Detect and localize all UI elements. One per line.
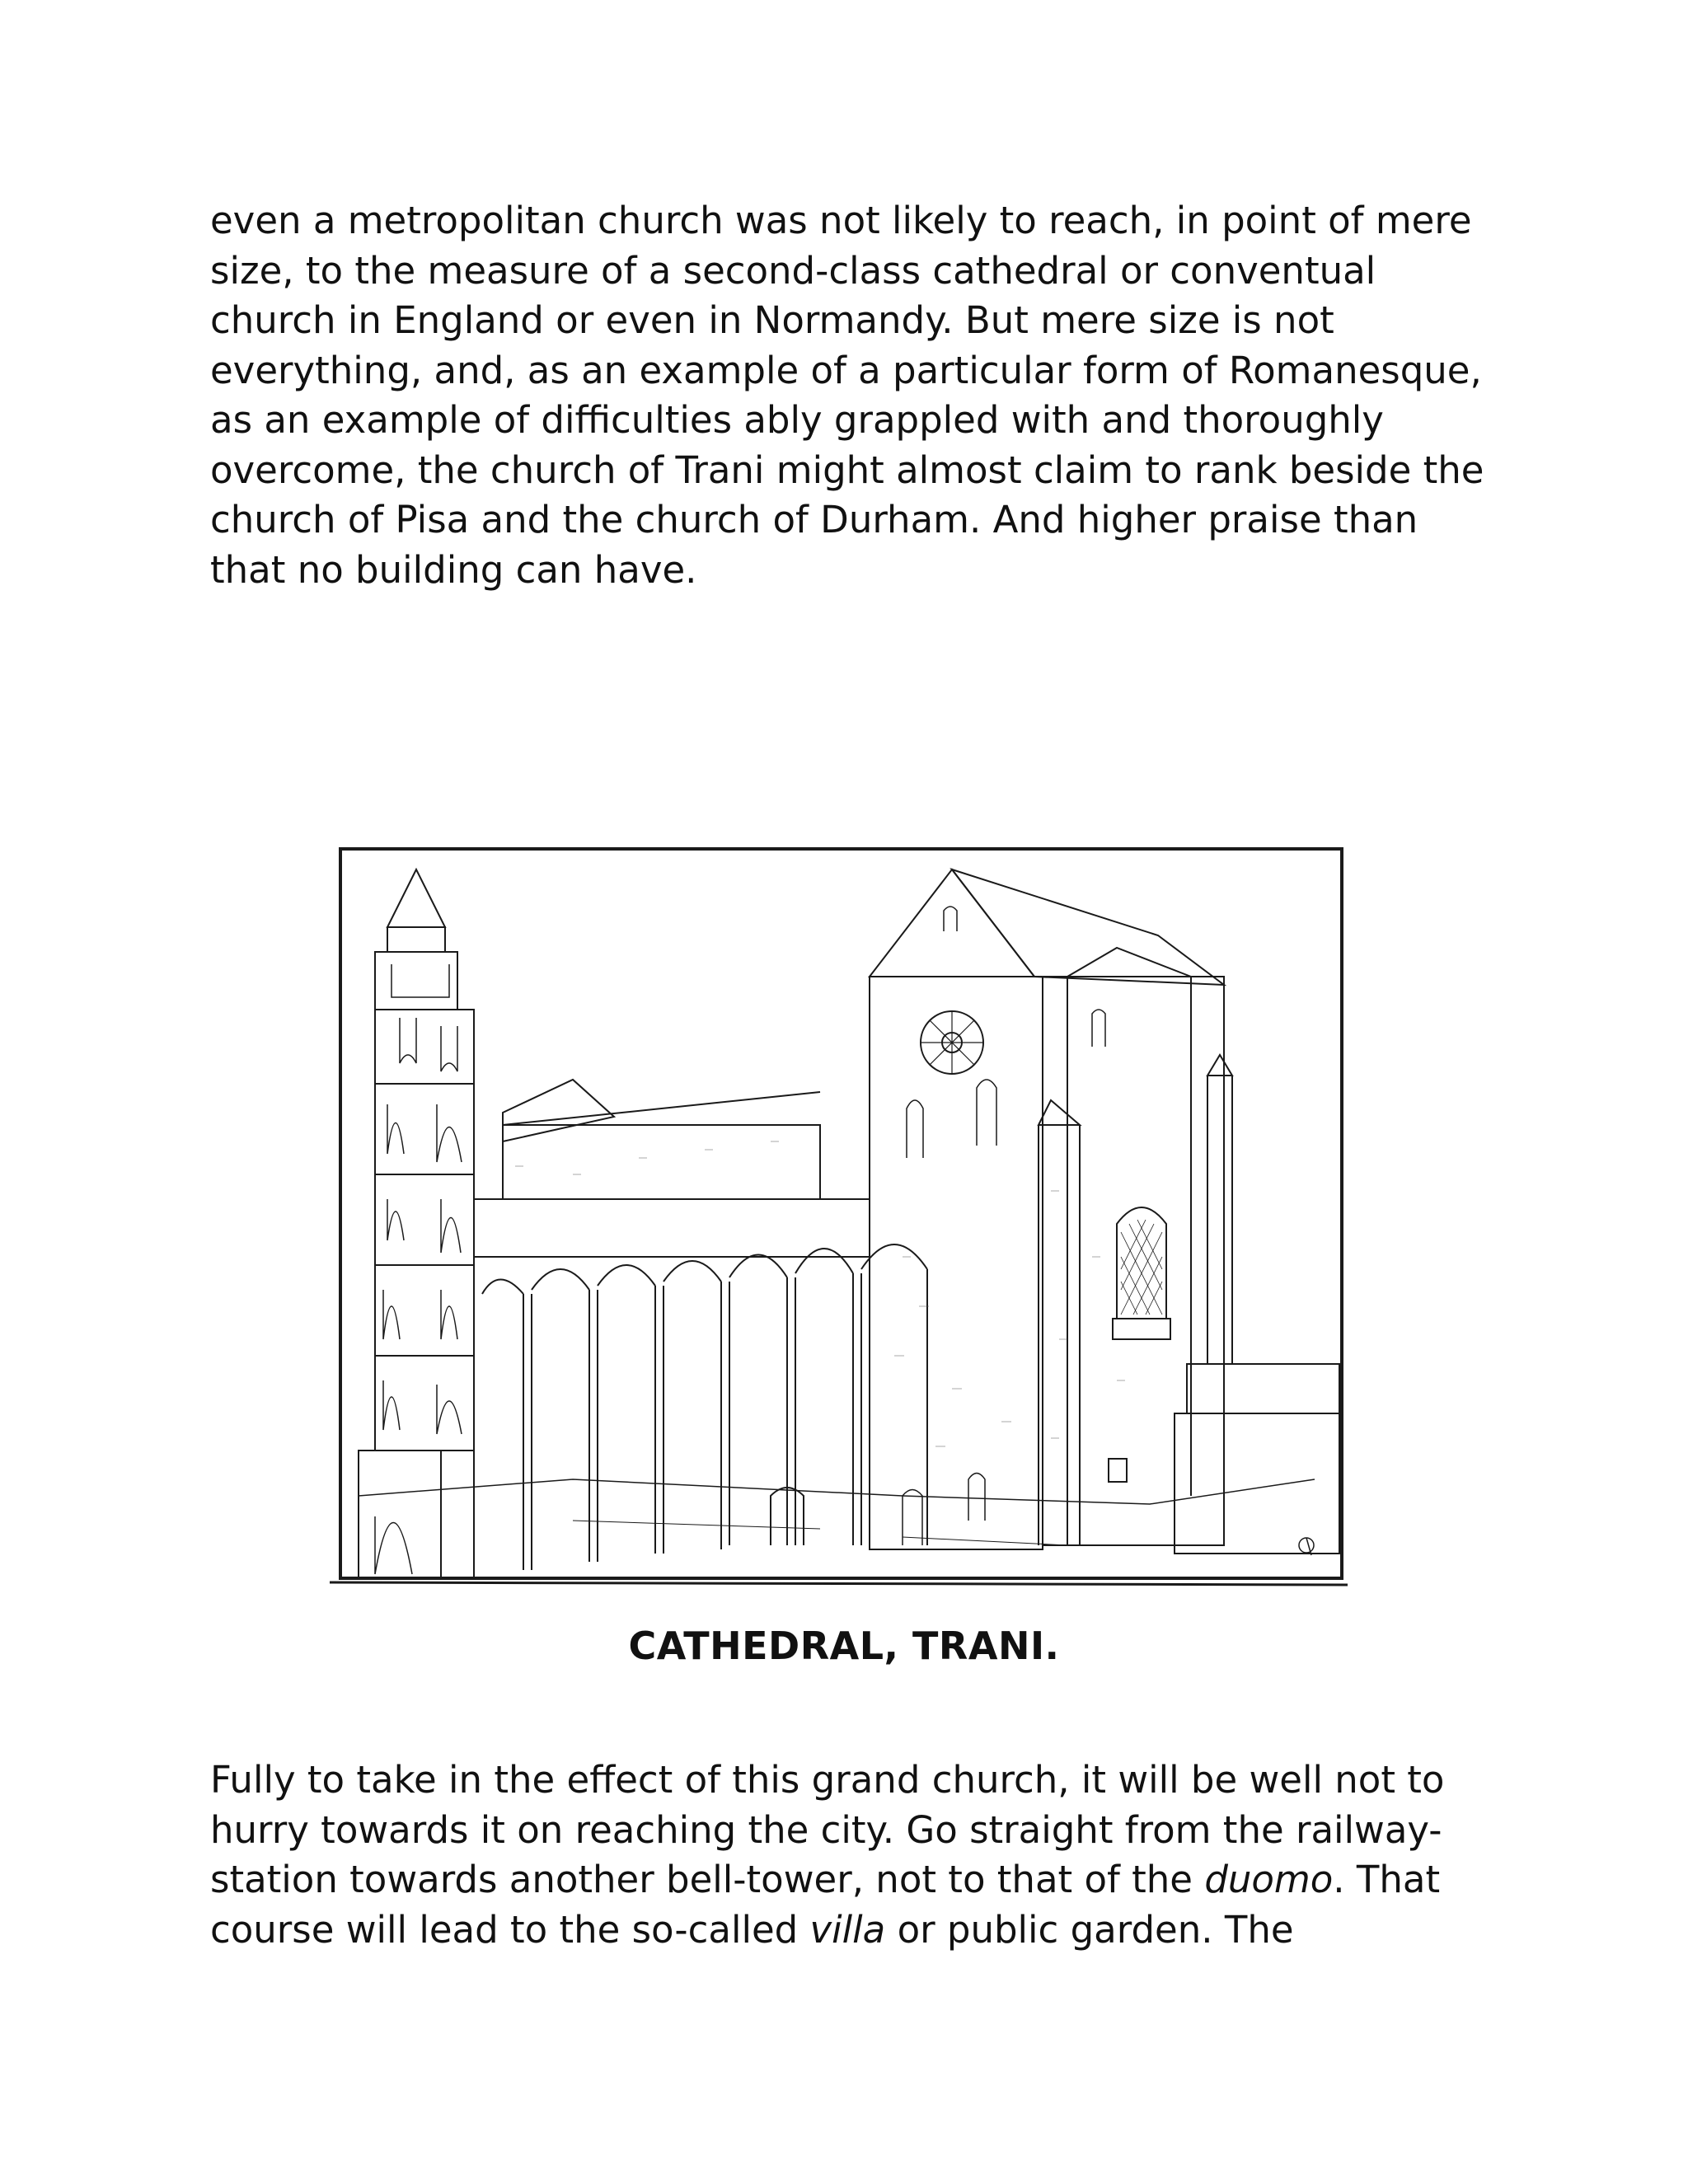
text-segment: or public garden. The [885, 1907, 1294, 1952]
text-line: church in England or even in Normandy. But mere size is not [210, 298, 1334, 342]
emphasis-villa: villa [809, 1907, 886, 1952]
text-segment: . That [1333, 1858, 1441, 1901]
text-segment: station towards another bell-tower, not to that of the [210, 1858, 1205, 1901]
figure-caption: CATHEDRAL, TRANI. [628, 1624, 1060, 1668]
cathedral-illustration [326, 845, 1352, 1586]
monogram-mark [1299, 1538, 1314, 1555]
body-paragraph-top [210, 196, 1496, 595]
text-line [210, 1905, 1496, 1956]
text-line: that no building can have. [210, 547, 697, 592]
emphasis-duomo: duomo [1204, 1858, 1334, 1901]
body-paragraph-bottom [210, 1755, 1496, 1955]
text-line: hurry towards it on reaching the city. Go straight from the railway- [210, 1807, 1442, 1852]
text-line: Fully to take in the effect of this grand church, it will be well not to [210, 1758, 1445, 1802]
text-line: church of Pisa and the church of Durham. And higher praise than [210, 498, 1418, 541]
text-line: as an example of difficulties ably grappled with and thoroughly [210, 398, 1384, 442]
text-line: overcome, the church of Trani might almost claim to rank beside the [210, 448, 1484, 492]
text-line: even a metropolitan church was not likely to reach, in point of mere [210, 199, 1472, 242]
text-segment: course will lead to the so-called [210, 1907, 810, 1952]
text-line: everything, and, as an example of a particular form of Romanesque, [210, 348, 1482, 392]
text-line: size, to the measure of a second-class cathedral or conventual [210, 248, 1376, 293]
text-line [210, 1855, 1496, 1905]
